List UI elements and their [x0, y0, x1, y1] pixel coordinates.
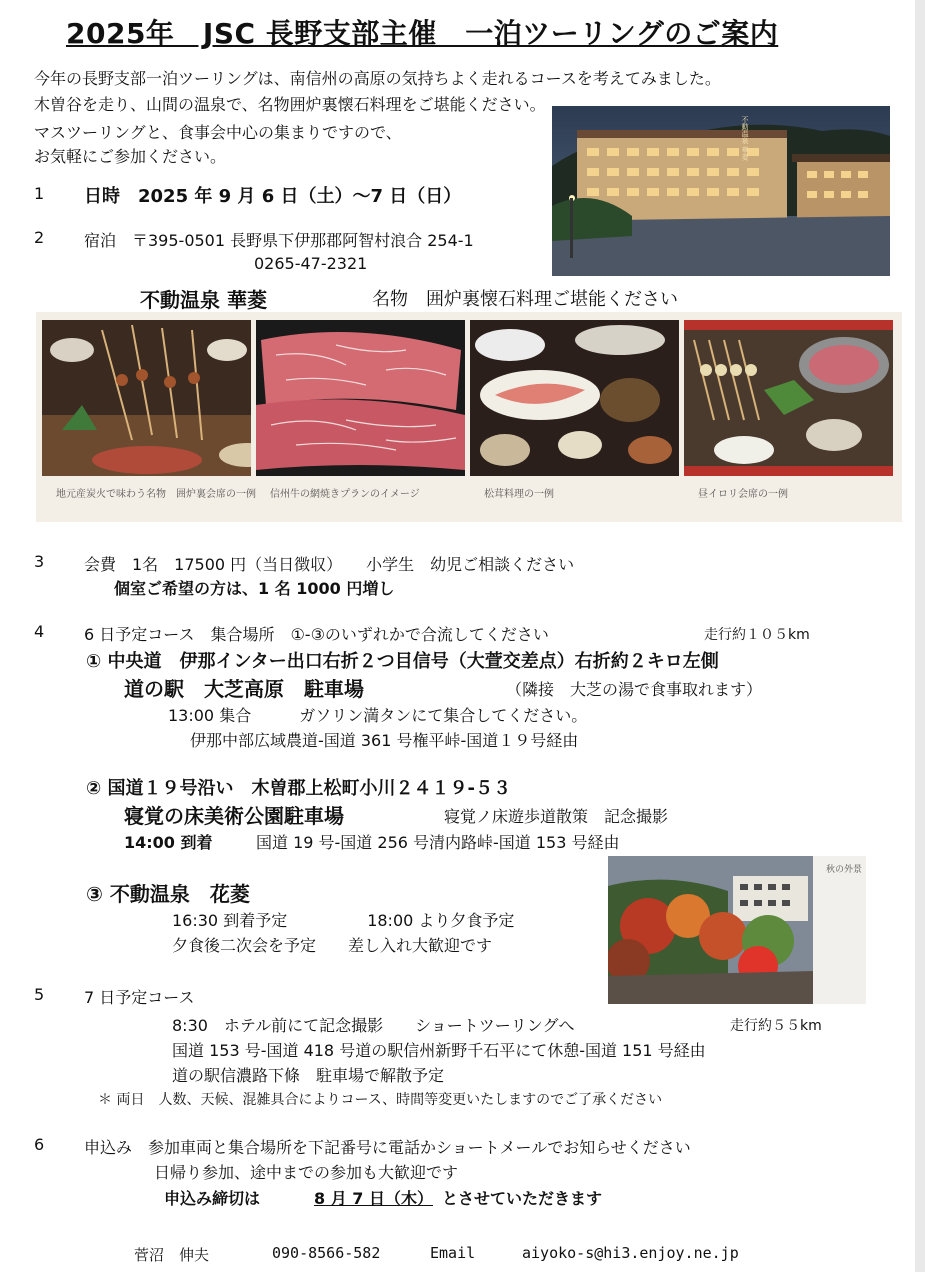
item-3-fee: 会費 1名 17500 円（当日徴収） 小学生 幼児ご相談ください — [84, 555, 575, 574]
page-title: 2025年 JSC 長野支部主催 一泊ツーリングのご案内 — [66, 17, 779, 50]
hotel-photo — [552, 106, 890, 276]
contact-phone: 090-8566-582 — [272, 1244, 381, 1262]
item-4-header: 6 日予定コース 集合場所 ①-③のいずれかで合流してください — [84, 625, 549, 644]
point-2-note: 寝覚ノ床遊歩道散策 記念撮影 — [444, 807, 669, 826]
item-5-number: 5 — [34, 985, 45, 1004]
food-photo-3 — [470, 320, 679, 476]
point-1-location: 道の駅 大芝高原 駐車場 — [124, 677, 364, 701]
food-caption-1: 地元産炭火で味わう名物 囲炉裏会席の一例 — [56, 489, 256, 500]
food-photo-1 — [42, 320, 251, 476]
item-1-datetime: 日時 2025 年 9 月 6 日（土）～7 日（日） — [84, 186, 462, 207]
item-6-number: 6 — [34, 1135, 45, 1154]
deadline-label: 申込み締切は — [164, 1189, 261, 1208]
point-3-schedule: 16:30 到着予定 18:00 より夕食予定 — [172, 911, 515, 930]
day2-photo-shoot: 8:30 ホテル前にて記念撮影 ショートツーリングへ — [172, 1016, 575, 1035]
point-2-location: 寝覚の床美術公園駐車場 — [124, 804, 344, 828]
day-trip-welcome: 日帰り参加、途中までの参加も大歓迎です — [154, 1163, 459, 1182]
food-photo-4 — [684, 320, 893, 476]
deadline-date: 8 月 7 日（木） — [314, 1189, 433, 1208]
item-2-number: 2 — [34, 228, 45, 247]
contact-name: 菅沼 伸夫 — [134, 1246, 210, 1264]
intro-line-3: マスツーリングと、食事会中心の集まりですので、 — [34, 123, 402, 142]
item-2-lodging: 宿泊 〒395-0501 長野県下伊那郡阿智村浪合 254-1 — [84, 231, 474, 250]
point-1-route: 伊那中部広域農道-国道 361 号権平峠-国道１９号経由 — [190, 731, 579, 750]
item-2-phone: 0265-47-2321 — [254, 254, 368, 273]
item-3-number: 3 — [34, 552, 45, 571]
point-1-note: （隣接 大芝の湯で食事取れます） — [506, 680, 763, 699]
day2-route: 国道 153 号-国道 418 号道の駅信州新野千石平にて休憩-国道 151 号経由 — [172, 1041, 706, 1060]
point-1-directions: ① 中央道 伊那インター出口右折２つ目信号（大萱交差点）右折約２キロ左側 — [86, 651, 719, 672]
day2-distance: 走行約５５km — [730, 1018, 822, 1034]
point-2-address: ② 国道１９号沿い 木曽郡上松町小川２４１９-５３ — [86, 778, 511, 799]
hotel-name: 不動温泉 華菱 — [140, 288, 267, 312]
point-3-location: ③ 不動温泉 花菱 — [86, 882, 250, 906]
item-1-number: 1 — [34, 184, 45, 203]
item-4-distance: 走行約１０５km — [704, 627, 810, 643]
application-instructions: 申込み 参加車両と集合場所を下記番号に電話かショートメールでお知らせください — [84, 1138, 691, 1157]
intro-line-1: 今年の長野支部一泊ツーリングは、南信州の高原の気持ちよく走れるコースを考えてみました。 — [34, 69, 721, 88]
item-4-number: 4 — [34, 622, 45, 641]
food-caption-3: 松茸料理の一例 — [484, 489, 554, 500]
contact-email[interactable]: aiyoko-s@hi3.enjoy.ne.jp — [522, 1244, 739, 1262]
contact-email-label: Email — [430, 1244, 476, 1262]
page-edge — [915, 0, 925, 1272]
point-2-route: 国道 19 号-国道 256 号清内路峠-国道 153 号経由 — [256, 833, 620, 852]
food-caption-4: 昼イロリ会席の一例 — [698, 489, 788, 500]
schedule-change-note: ＊ 両日 人数、天候、混雑具合によりコース、時間等変更いたしますのでご了承ください — [98, 1092, 663, 1108]
point-2-arrival: 14:00 到着 — [124, 833, 213, 852]
deadline-suffix: とさせていただきます — [442, 1189, 603, 1208]
item-5-header: 7 日予定コース — [84, 988, 195, 1007]
autumn-photo — [608, 856, 866, 1004]
autumn-photo-caption: 秋の外景 — [826, 865, 863, 875]
day2-dismissal: 道の駅信濃路下條 駐車場で解散予定 — [172, 1066, 445, 1085]
food-photo-2 — [256, 320, 465, 476]
intro-line-2: 木曽谷を走り、山間の温泉で、名物囲炉裏懐石料理をご堪能ください。 — [34, 95, 546, 114]
hotel-specialty: 名物 囲炉裏懐石料理ご堪能ください — [372, 289, 678, 310]
item-3-private-room: 個室ご希望の方は、1 名 1000 円増し — [114, 579, 395, 598]
point-1-meeting-time: 13:00 集合 ガソリン満タンにて集合してください。 — [168, 706, 588, 725]
hotel-photo-sign: 不動温泉 華菱 — [741, 116, 749, 161]
food-caption-2: 信州牛の網焼きプランのイメージ — [270, 489, 420, 500]
point-3-party: 夕食後二次会を予定 差し入れ大歓迎です — [172, 936, 493, 955]
intro-line-4: お気軽にご参加ください。 — [34, 147, 227, 166]
